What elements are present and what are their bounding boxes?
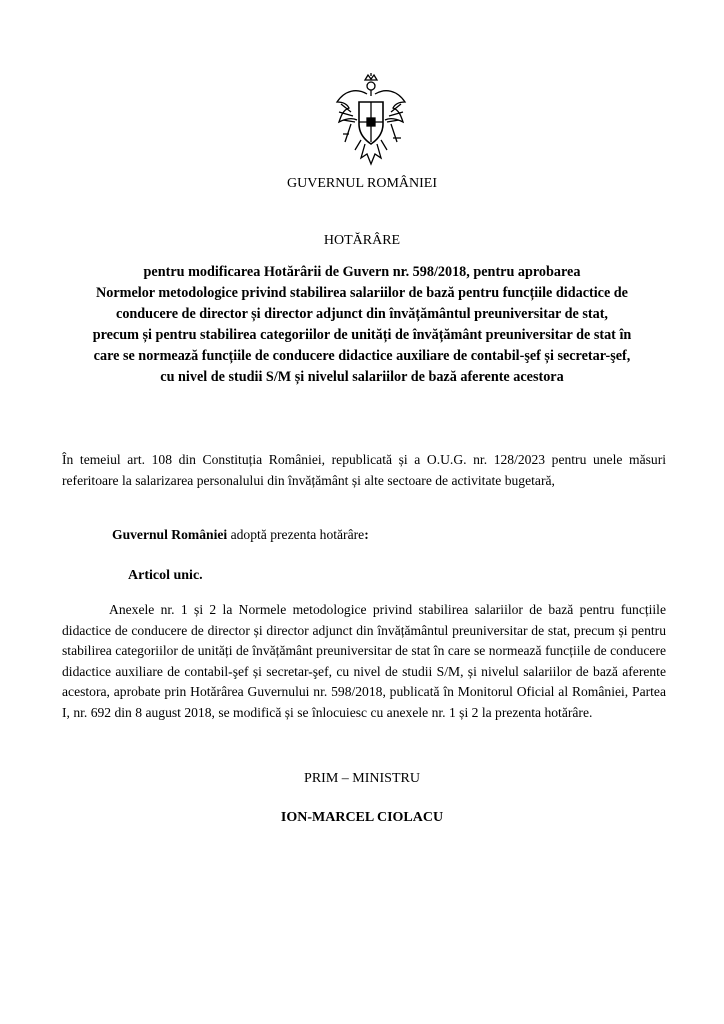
title-line: conducere de director și director adjunct din învățământul preuniversitar de stat, (116, 306, 608, 322)
title-line: care se normează funcțiile de conducere didactice auxiliare de contabil-şef și secretar-şef, (93, 348, 631, 364)
signature-name: ION-MARCEL CIOLACU (280, 810, 444, 825)
adopt-subject: Guvernul României (112, 527, 228, 542)
title-line: precum și pentru stabilirea categoriilor de unități de învățământ preuniversitar de stat în (92, 327, 632, 343)
title-line: Normelor metodologice privind stabilirea salariilor de bază pentru funcțiile didactice de (96, 285, 628, 301)
adoption-statement (112, 525, 672, 546)
article-heading: Articol unic. (128, 568, 203, 583)
article-body: Anexele nr. 1 și 2 la Normele metodologice privind stabilirea salariilor de bază pentru funcțiile didactice de conducere de director și director adjunct din învățământul preuniversitar de stat, precum și pentru stabilirea categoriilor de unități de învățământ preuniversitar de stat în care se normează funcțiile de conducere didactice auxiliare de contabil-şef și secretar-şef, cu nivel de studii S/M, și nivelul salariilor de bază aferente acestora, aprobate prin Hotărârea Guvernului nr. 598/2018, publicată în Monitorul Oficial al României, Partea I, nr. 692 din 8 august 2018, se modifică și se înlocuiesc cu anexele nr. 1 și 2 la prezenta hotărâre. (62, 602, 666, 720)
adopt-text: adoptă prezenta hotărâre (227, 527, 365, 542)
title-line: cu nivel de studii S/M și nivelul salariilor de bază aferente acestora (160, 369, 564, 385)
title-line: pentru modificarea Hotărârii de Guvern nr. 598/2018, pentru aprobarea (143, 264, 581, 280)
government-name: GUVERNUL ROMÂNIEI (287, 176, 437, 191)
document-type: HOTĂRÂRE (323, 233, 401, 248)
coat-of-arms-icon (331, 72, 411, 168)
document-title (62, 262, 662, 388)
adopt-colon: : (364, 527, 369, 542)
signature-role: PRIM – MINISTRU (304, 771, 420, 786)
legal-basis-paragraph: În temeiul art. 108 din Constituția României, republicată și a O.U.G. nr. 128/2023 pentru unele măsuri referitoare la salarizarea personalului din învățământ și alte sectoare de activitate bugetară, (62, 452, 666, 488)
